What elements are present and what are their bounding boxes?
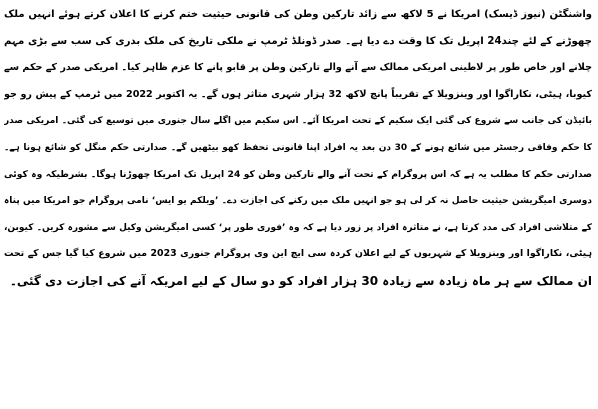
article-line-3: چلانے اور خاص طور پر لاطینی امریکی ممالک سے آنے والے تارکین وطن پر قابو پانے کا عزم ظاہر کیا۔ امریکی صدر کے حکم سے [4, 62, 592, 74]
article-line-2: چھوڑنے کے لئے چند24 اپریل تک کا وقت دے دیا ہے۔ صدر ڈونلڈ ٹرمپ نے ملکی تاریخ کی ملک بدری کی سب سے بڑی مہم [4, 35, 592, 47]
article-line-9: کے متلاشی افراد کی مدد کرتا ہے، نے متاثرہ افراد پر زور دیا ہے کہ وہ ’فوری طور پر‘ کسی امیگریشن وکیل سے مشورہ کریں۔ کیوبن، [4, 222, 592, 233]
article-body [4, 2, 592, 407]
article-line-8: دوسری امیگریشن حیثیت حاصل نہ کر لی ہو جو انہیں ملک میں رکنے کی اجازت دے۔ ’ویلکم یو ایس‘ نامی پروگرام جو امریکا میں پناہ [4, 196, 592, 207]
article-line-1: واشنگٹن (نیوز ڈیسک) امریکا نے 5 لاکھ سے زائد تارکین وطن کی قانونی حیثیت ختم کرنے کا اعلان کرتے ہوئے انہیں ملک [4, 9, 592, 20]
article-line-11: ان ممالک سے ہر ماہ زیادہ سے زیادہ 30 ہزار افراد کو دو سال کے لیے امریکہ آنے کی اجازت دی گئی۔ [9, 273, 592, 288]
article-line-4: کیوبا، ہیٹی، نکاراگوا اور وینزویلا کے تقریباً پانچ لاکھ 32 ہزار شہری متاثر ہوں گے۔ یہ اکتوبر 2022 میں ٹرمپ کے پیش رو جو [4, 88, 592, 100]
article-line-7: صدارتی حکم کا مطلب یہ ہے کہ اس پروگرام کے تحت آنے والے تارکین وطن کو 24 اپریل تک امریکا چھوڑنا ہوگا۔ بشرطیکہ وہ کوئی [4, 168, 592, 180]
article-line-10: ہیٹی، نکاراگوا اور وینزویلا کے شہریوں کے لیے اعلان کردہ سی ایچ این وی پروگرام جنوری 2023 میں شروع کیا گیا جس کے تحت [4, 248, 592, 260]
article-line-6: کا حکم وفاقی رجسٹر میں شائع ہونے کے 30 دن بعد یہ افراد اپنا قانونی تحفظ کھو بیٹھیں گے۔ صدارتی حکم منگل کو شائع ہونا ہے۔ [4, 142, 592, 153]
article-line-5: بائیڈن کی جانب سے شروع کی گئی ایک سکیم کے تحت امریکا آئے۔ اس سکیم میں اگلے سال جنوری میں توسیع کی گئی۔ امریکی صدر [4, 116, 592, 127]
